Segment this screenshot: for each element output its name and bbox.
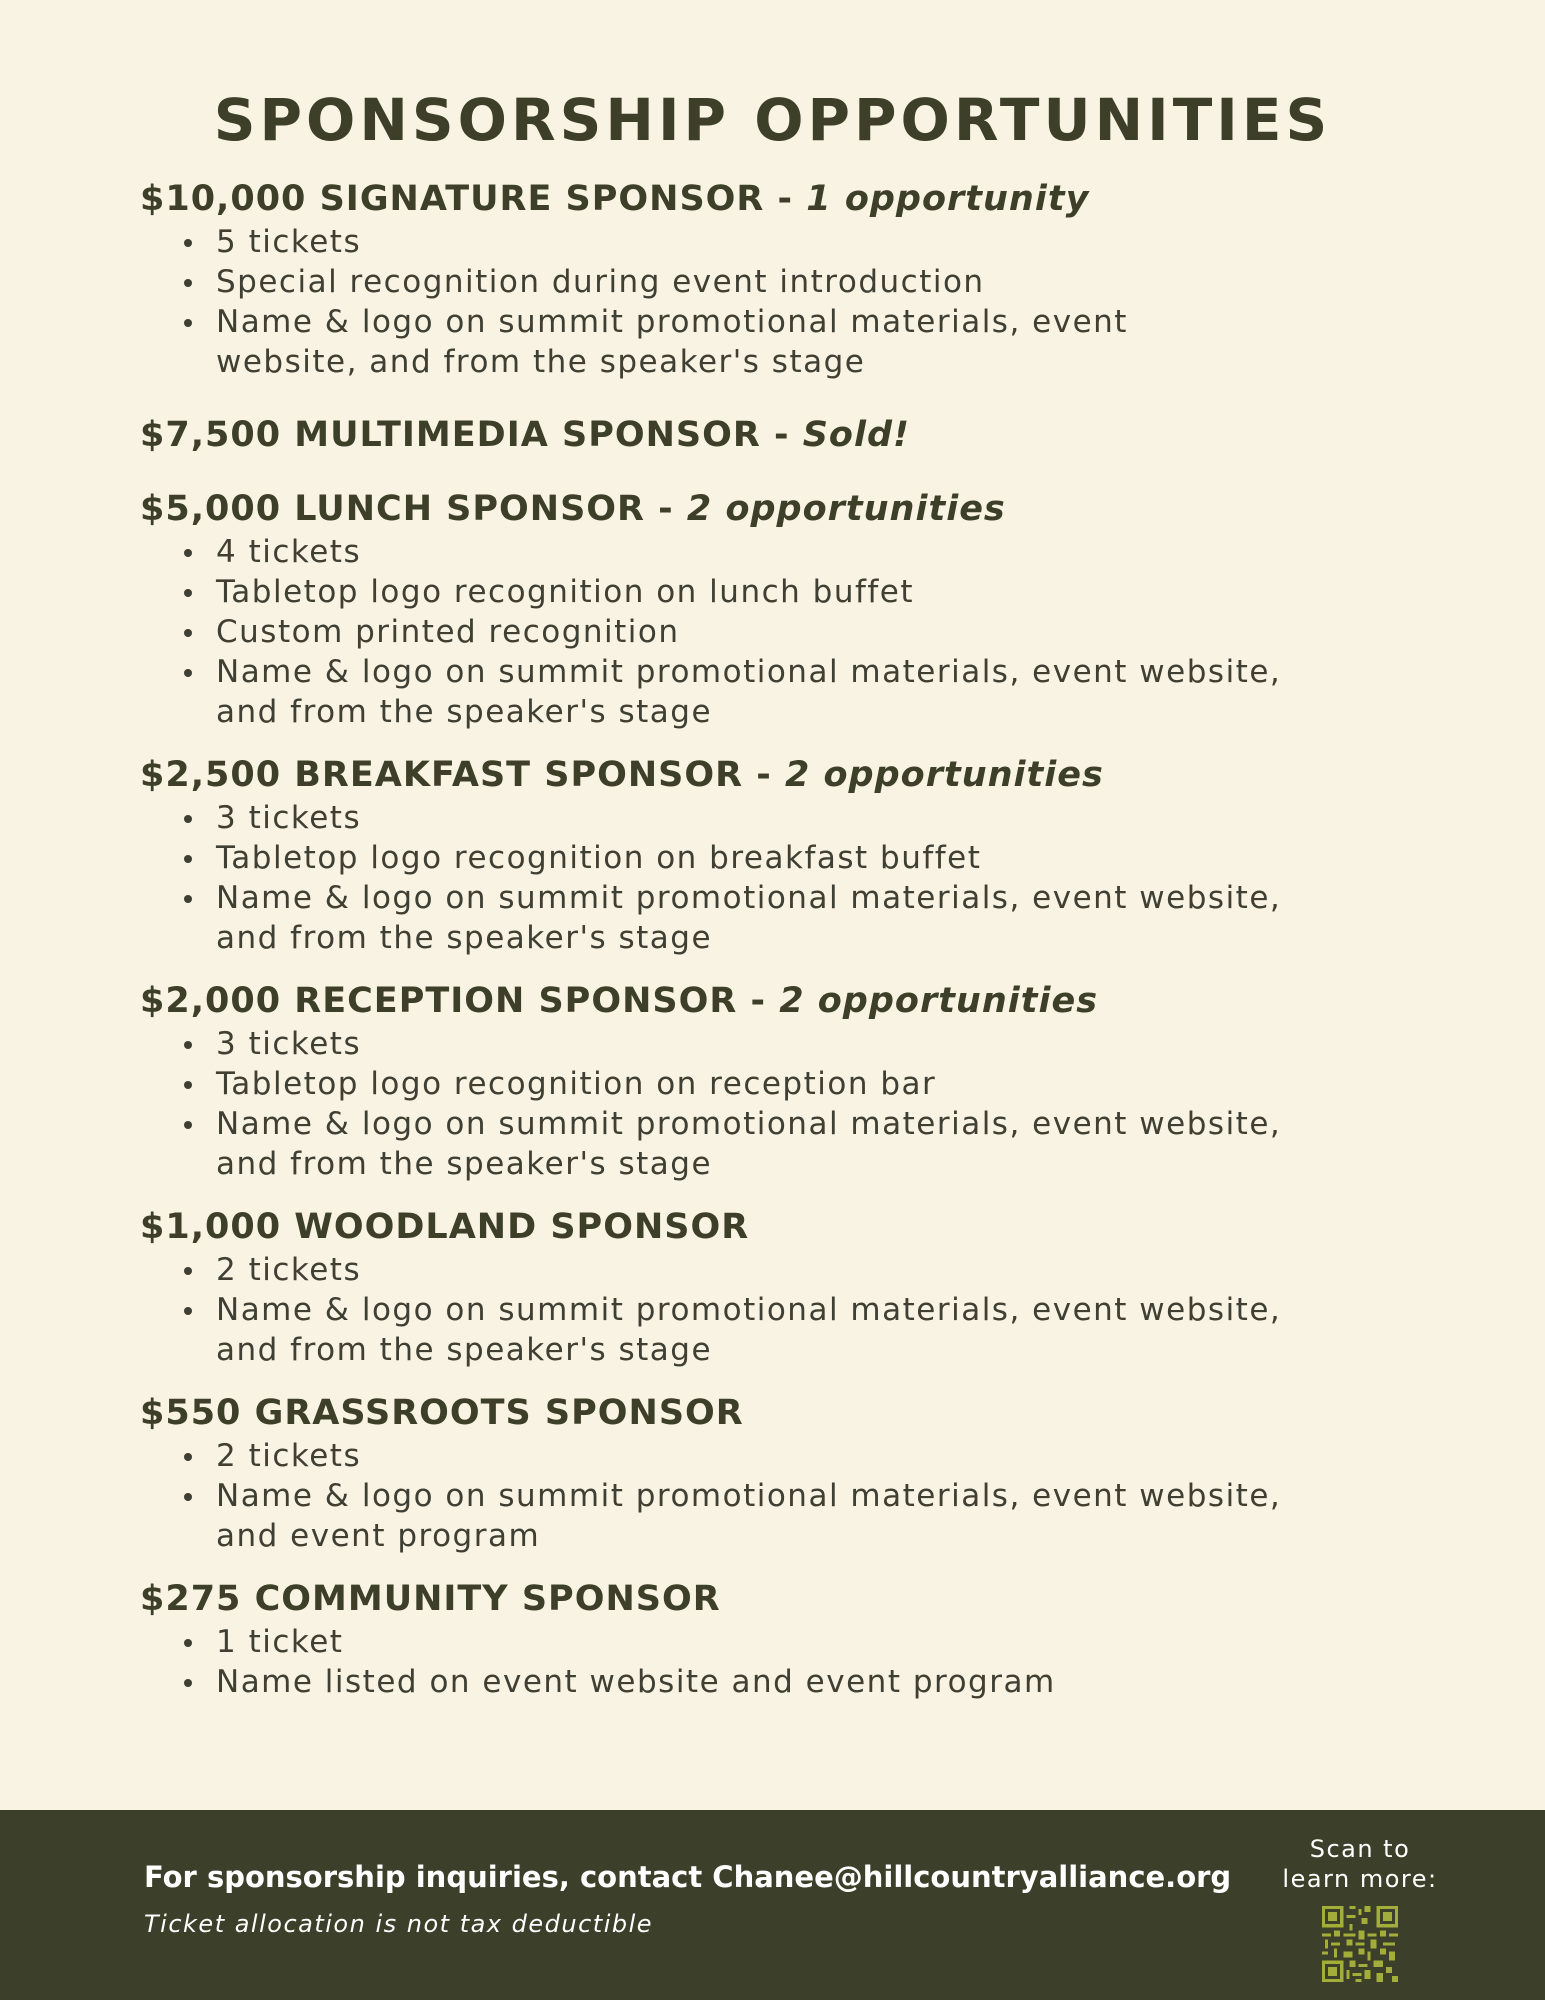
contact-line: For sponsorship inquiries, contact Chanee@hillcountryalliance.org [144,1860,1232,1894]
tier-reception [140,978,1440,1184]
benefit-item: 5 tickets [216,222,1440,262]
tier-heading [140,1576,1440,1622]
benefit-item: 4 tickets [216,532,1440,572]
benefit-item: Tabletop logo recognition on breakfast buffet [216,838,1440,878]
tier-name: $2,000 RECEPTION SPONSOR [140,981,738,1021]
benefit-item: 2 tickets [216,1250,1440,1290]
tier-heading [140,412,1440,458]
tier-heading [140,176,1440,222]
benefit-item-continued: and event program [216,1518,541,1554]
benefit-list [140,532,1440,732]
benefit-item-continued: website, and from the speaker's stage [216,344,866,380]
benefit-list [140,798,1440,958]
tier-lunch [140,486,1440,732]
tier-name: $7,500 MULTIMEDIA SPONSOR [140,415,761,455]
tier-heading [140,752,1440,798]
tier-multimedia [140,412,1440,458]
tier-separator: - [645,489,687,529]
tier-name: $550 GRASSROOTS SPONSOR [140,1393,744,1433]
benefit-item: Tabletop logo recognition on reception bar [216,1064,1440,1104]
tier-signature [140,176,1440,382]
tier-note: 2 opportunities [779,981,1099,1021]
benefit-list [140,1250,1440,1370]
benefit-item-continued: and from the speaker's stage [216,694,713,730]
tax-note: Ticket allocation is not tax deductible [144,1910,654,1938]
benefit-list [140,1436,1440,1556]
benefit-item: Name & logo on summit promotional materials, event website, [216,1290,1440,1330]
tier-heading [140,1390,1440,1436]
qr-code-icon[interactable] [1322,1906,1398,1982]
benefit-item: 3 tickets [216,798,1440,838]
tier-heading [140,486,1440,532]
page-title: SPONSORSHIP OPPORTUNITIES [213,86,1332,154]
tier-heading [140,1204,1440,1250]
benefit-list [140,1622,1440,1702]
tier-grassroots [140,1390,1440,1556]
tier-name: $2,500 BREAKFAST SPONSOR [140,755,744,795]
tier-woodland [140,1204,1440,1370]
benefit-item: Custom printed recognition [216,612,1440,652]
tier-separator: - [760,415,803,455]
tier-name: $1,000 WOODLAND SPONSOR [140,1207,750,1247]
tier-note: 2 opportunities [686,489,1006,529]
tier-name: $5,000 LUNCH SPONSOR [140,489,645,529]
tier-note: Sold! [802,415,910,455]
footer [0,1810,1545,2000]
tier-name: $275 COMMUNITY SPONSOR [140,1579,721,1619]
tier-note: 1 opportunity [806,179,1090,219]
scan-line-1: Scan to [1309,1835,1411,1863]
scan-prompt [1280,1834,1440,1894]
tier-separator: - [737,981,780,1021]
scan-line-2: learn more: [1282,1865,1438,1893]
tier-separator: - [743,755,785,795]
benefit-item: 1 ticket [216,1622,1440,1662]
benefit-list [140,1024,1440,1184]
benefit-item: Name & logo on summit promotional materials, event website, [216,878,1440,918]
benefit-item: Name listed on event website and event program [216,1662,1440,1702]
tier-community [140,1576,1440,1702]
benefit-list [140,222,1440,382]
benefit-item: Special recognition during event introduction [216,262,1440,302]
tier-heading [140,978,1440,1024]
tier-note: 2 opportunities [784,755,1104,795]
benefit-item: Name & logo on summit promotional materials, event website, [216,1476,1440,1516]
benefit-item-continued: and from the speaker's stage [216,1146,713,1182]
benefit-item-continued: and from the speaker's stage [216,920,713,956]
benefit-item: Name & logo on summit promotional materials, event website, [216,652,1440,692]
benefit-item-continued: and from the speaker's stage [216,1332,713,1368]
tier-separator: - [764,179,807,219]
sponsor-tier-list [140,176,1440,1702]
tier-breakfast [140,752,1440,958]
benefit-item: Name & logo on summit promotional materials, event [216,302,1440,342]
benefit-item: 2 tickets [216,1436,1440,1476]
benefit-item: Name & logo on summit promotional materials, event website, [216,1104,1440,1144]
benefit-item: Tabletop logo recognition on lunch buffet [216,572,1440,612]
benefit-item: 3 tickets [216,1024,1440,1064]
tier-name: $10,000 SIGNATURE SPONSOR [140,179,765,219]
